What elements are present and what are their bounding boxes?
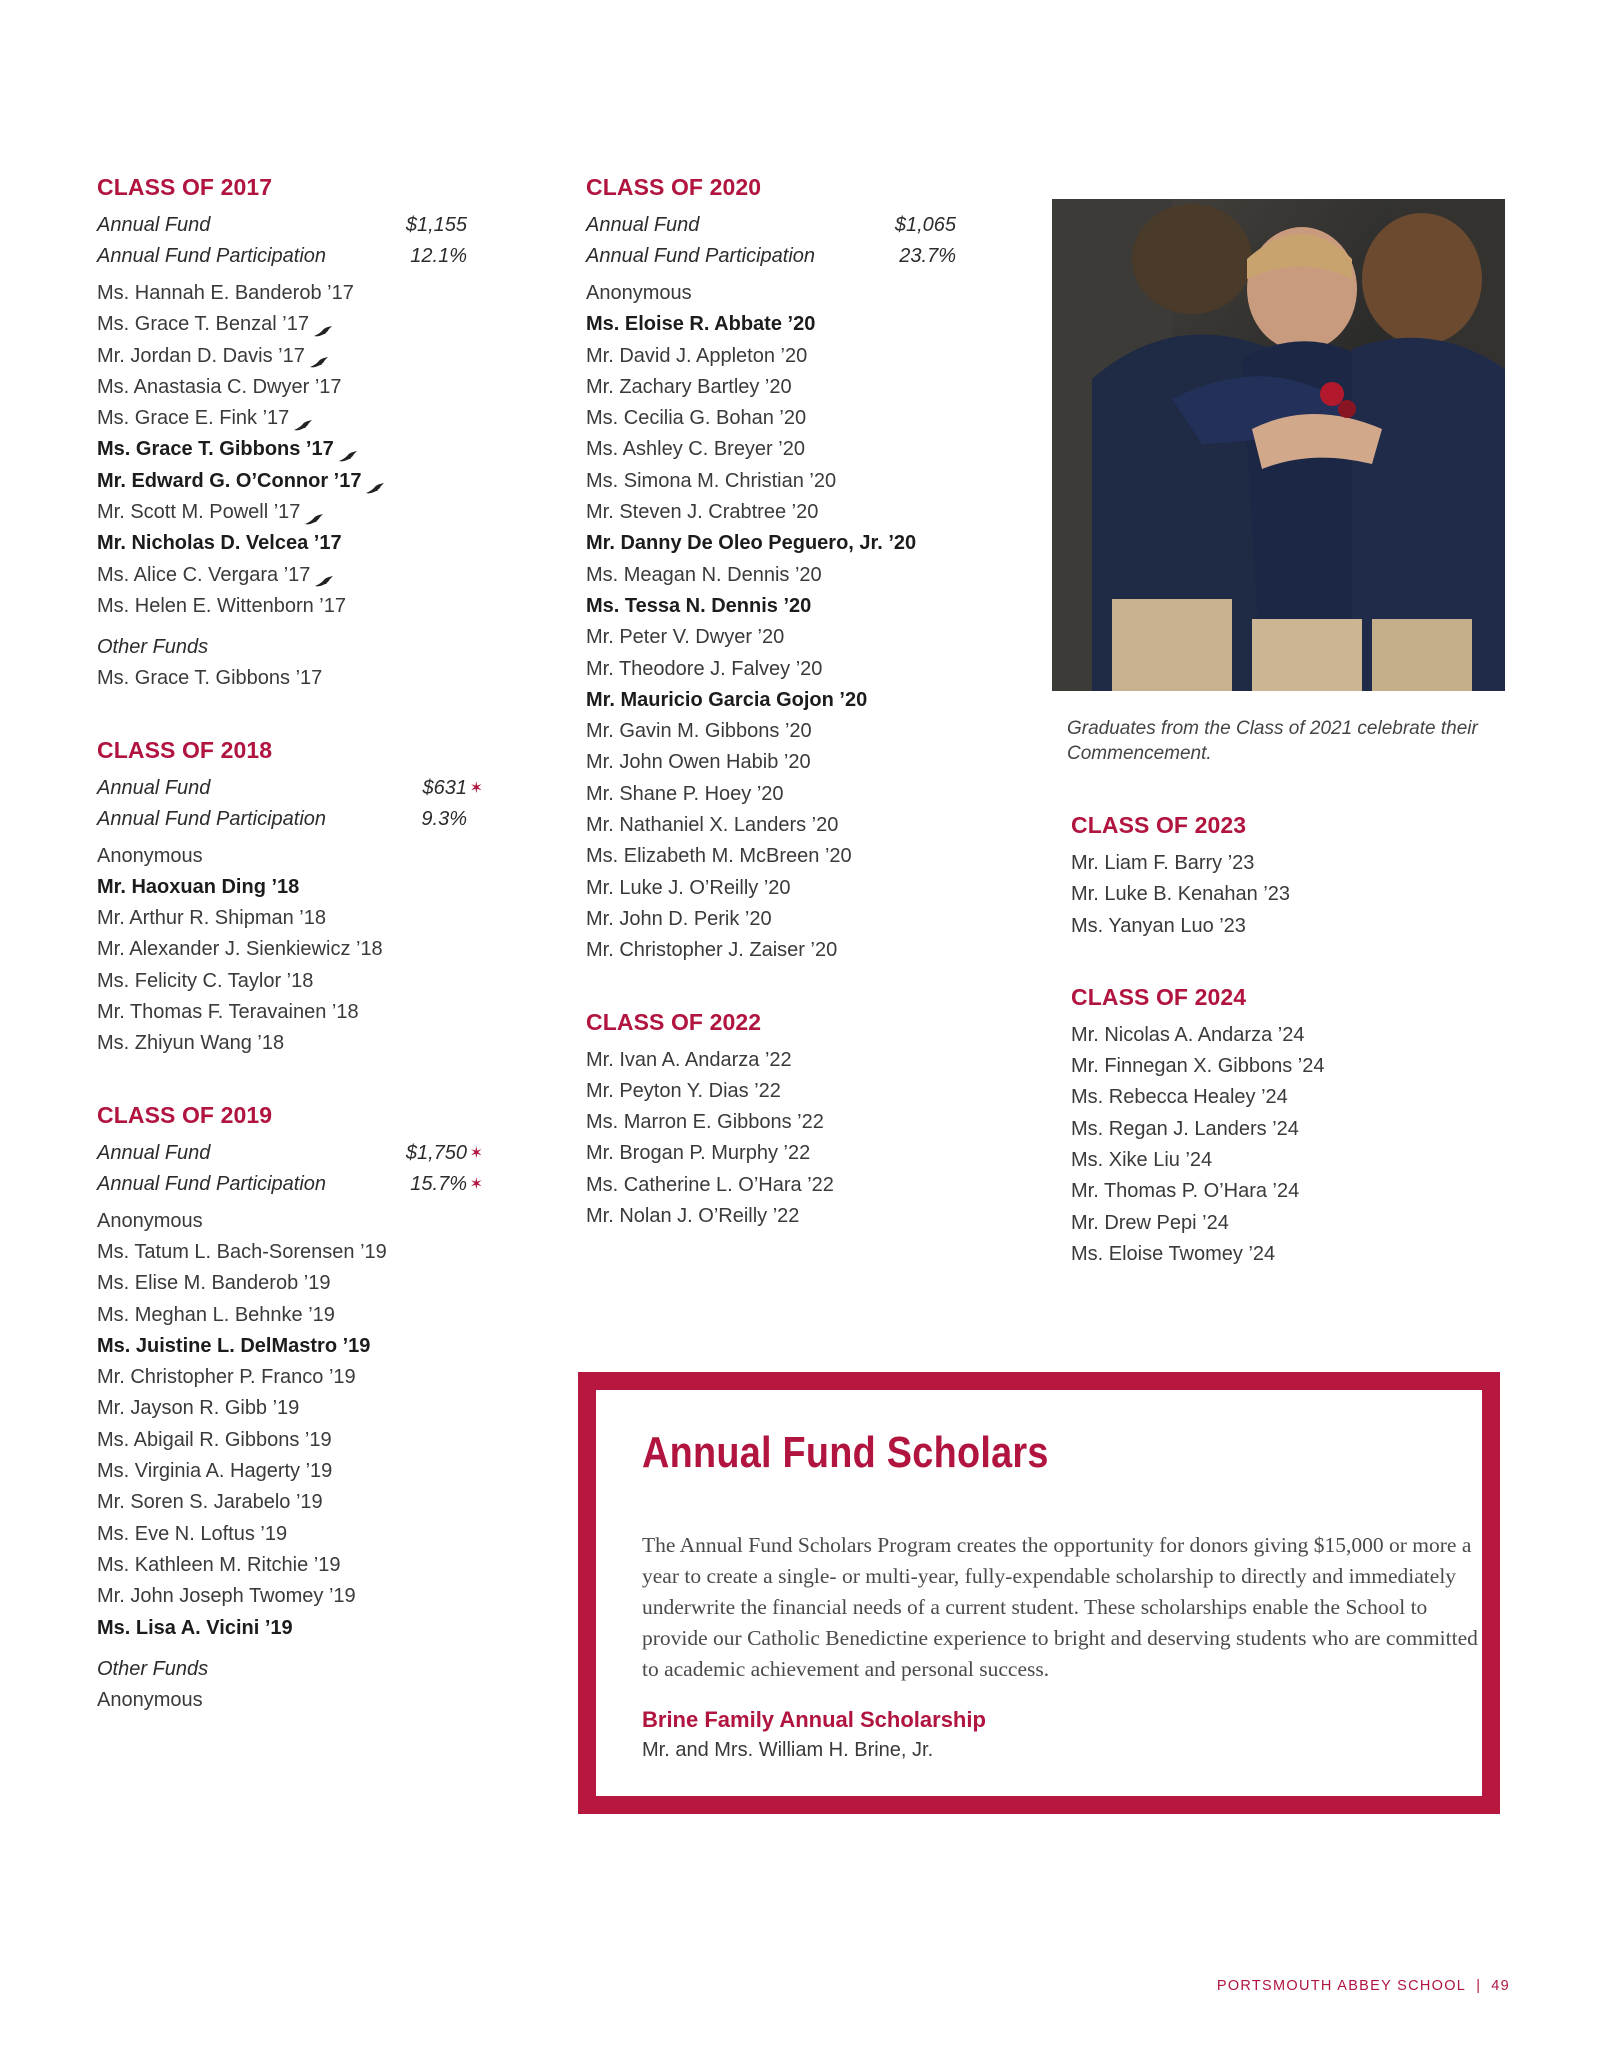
donor-name — [1071, 1020, 1491, 1051]
bird-icon — [314, 568, 334, 582]
donor-name: Anonymous — [97, 1688, 203, 1711]
donor-name — [586, 779, 956, 810]
bird-icon — [365, 475, 385, 489]
donor-name — [97, 903, 467, 934]
fund-summary — [97, 773, 483, 835]
donor-name-text: Ms. Elise M. Banderob ’19 — [97, 1272, 331, 1295]
class-heading: CLASS OF 2019 — [97, 1101, 273, 1128]
fund-summary — [586, 210, 956, 272]
fund-label: Annual Fund — [97, 1141, 211, 1164]
bird-icon — [338, 443, 358, 457]
other-funds-label: Other Funds — [97, 636, 209, 659]
donor-name — [586, 278, 956, 309]
donor-name-text: Mr. Finnegan X. Gibbons ’24 — [1071, 1055, 1325, 1078]
donor-name-text: Mr. Nathaniel X. Landers ’20 — [586, 814, 839, 837]
donor-name-text: Mr. Luke J. O’Reilly ’20 — [586, 876, 791, 899]
class-section — [97, 1100, 483, 1716]
fund-value-text: 9.3% — [421, 807, 467, 830]
donor-name-text: Mr. John Owen Habib ’20 — [586, 751, 811, 774]
donor-name-text: Mr. David J. Appleton ’20 — [586, 344, 808, 367]
photo-caption: Graduates from the Class of 2021 celebrate their Commencement. — [1067, 718, 1478, 764]
donor-name-text: Ms. Tatum L. Bach-Sorensen ’19 — [97, 1240, 387, 1263]
donor-name — [97, 466, 467, 497]
donor-name — [1071, 1176, 1491, 1207]
donor-name-text: Mr. Mauricio Garcia Gojon ’20 — [586, 688, 868, 711]
page-number: 49 — [1491, 1978, 1510, 1994]
donor-name — [1071, 1145, 1491, 1176]
donor-name-text: Anonymous — [97, 844, 203, 867]
donor-name-text: Ms. Grace T. Gibbons ’17 — [97, 438, 334, 461]
donor-name-text: Ms. Cecilia G. Bohan ’20 — [586, 407, 807, 430]
scholarship-name: Brine Family Annual Scholarship — [642, 1707, 986, 1732]
donor-name-text: Mr. Gavin M. Gibbons ’20 — [586, 720, 812, 743]
donor-name-text: Mr. Zachary Bartley ’20 — [586, 375, 792, 398]
class-heading: CLASS OF 2022 — [586, 1008, 762, 1035]
fund-value — [367, 1169, 483, 1200]
fund-value-text: $1,155 — [405, 214, 467, 236]
class-heading: CLASS OF 2024 — [1071, 983, 1247, 1010]
donor-name — [97, 1425, 467, 1456]
donor-name — [1071, 1114, 1491, 1145]
annual-fund-scholars-box — [578, 1372, 1500, 1814]
donor-name-text: Mr. Jayson R. Gibb ’19 — [97, 1397, 300, 1420]
participation-row — [97, 241, 467, 272]
annual-fund-row — [97, 773, 483, 804]
donor-name — [586, 716, 956, 747]
donor-name-text: Mr. Shane P. Hoey ’20 — [586, 782, 784, 805]
donor-name — [97, 1581, 467, 1612]
donor-name — [586, 685, 956, 716]
donor-name-text: Ms. Yanyan Luo ’23 — [1071, 914, 1246, 937]
donor-name-text: Mr. Arthur R. Shipman ’18 — [97, 907, 326, 930]
donor-name — [97, 872, 467, 903]
column-middle — [586, 172, 956, 1272]
column-right — [1071, 810, 1491, 1310]
class-heading: CLASS OF 2017 — [97, 174, 273, 200]
donor-name-text: Ms. Grace E. Fink ’17 — [97, 407, 290, 430]
fund-value-text: $1,065 — [894, 214, 956, 236]
donor-name — [97, 1519, 467, 1550]
fund-label: Annual Fund — [97, 214, 211, 236]
donor-name-text: Ms. Zhiyun Wang ’18 — [97, 1032, 285, 1055]
donor-name-text: Ms. Regan J. Landers ’24 — [1071, 1117, 1299, 1140]
donor-name — [1071, 911, 1491, 942]
donor-name — [97, 309, 467, 340]
participation-row — [586, 241, 956, 272]
donor-name — [97, 591, 467, 622]
donor-name — [97, 278, 467, 309]
donor-name — [586, 841, 956, 872]
fund-label: Annual Fund — [97, 776, 211, 799]
fund-value — [367, 773, 483, 804]
donor-name — [586, 810, 956, 841]
fund-value — [367, 804, 467, 835]
donor-name — [586, 904, 956, 935]
donor-name — [97, 1028, 467, 1059]
donor-name — [97, 434, 467, 465]
star-icon: ✶ — [469, 779, 483, 797]
donor-name-text: Ms. Xike Liu ’24 — [1071, 1149, 1213, 1172]
donor-name — [586, 591, 956, 622]
donor-name-text: Ms. Lisa A. Vicini ’19 — [97, 1616, 293, 1639]
fund-value — [856, 241, 956, 272]
star-icon: ✶ — [469, 1144, 483, 1162]
bird-icon — [304, 506, 324, 520]
donor-name-text: Ms. Grace T. Benzal ’17 — [97, 313, 309, 336]
donor-name-text: Ms. Simona M. Christian ’20 — [586, 469, 837, 492]
donor-name-text: Mr. Jordan D. Davis ’17 — [97, 344, 305, 367]
donor-name — [97, 934, 467, 965]
donor-name-text: Mr. Thomas P. O’Hara ’24 — [1071, 1180, 1300, 1203]
donor-name-text: Mr. Ivan A. Andarza ’22 — [586, 1048, 792, 1071]
scholars-title: Annual Fund Scholars — [642, 1428, 1049, 1477]
donor-name-text: Mr. John D. Perik ’20 — [586, 907, 772, 930]
donor-name-text: Mr. Steven J. Crabtree ’20 — [586, 501, 819, 524]
fund-value-text: 23.7% — [899, 245, 956, 267]
donor-name-text: Ms. Elizabeth M. McBreen ’20 — [586, 845, 852, 868]
donor-name-text: Anonymous — [586, 282, 692, 304]
donor-name-text: Mr. Brogan P. Murphy ’22 — [586, 1142, 811, 1165]
donor-name — [97, 1268, 467, 1299]
donor-name — [586, 1076, 956, 1107]
donor-name-text: Ms. Meghan L. Behnke ’19 — [97, 1303, 335, 1326]
fund-value — [367, 1138, 483, 1169]
donor-name — [586, 873, 956, 904]
donor-name — [586, 466, 956, 497]
donor-name-text: Ms. Eloise Twomey ’24 — [1071, 1242, 1276, 1265]
class-heading: CLASS OF 2020 — [586, 174, 762, 200]
fund-value — [367, 210, 467, 241]
donor-name-text: Ms. Anastasia C. Dwyer ’17 — [97, 375, 342, 398]
donor-name-text: Ms. Marron E. Gibbons ’22 — [586, 1111, 824, 1134]
donor-name-text: Ms. Kathleen M. Ritchie ’19 — [97, 1553, 341, 1576]
donor-name-text: Ms. Catherine L. O’Hara ’22 — [586, 1173, 834, 1196]
donor-name-text: Mr. Theodore J. Falvey ’20 — [586, 657, 823, 680]
donor-name — [1071, 1208, 1491, 1239]
donor-name-text: Mr. Drew Pepi ’24 — [1071, 1211, 1229, 1234]
donor-name — [97, 372, 467, 403]
donor-name-text: Mr. Nicholas D. Velcea ’17 — [97, 532, 342, 555]
donor-name-text: Mr. Danny De Oleo Peguero, Jr. ’20 — [586, 532, 917, 555]
donor-name — [97, 1487, 467, 1518]
donor-name — [586, 528, 956, 559]
class-section — [97, 735, 483, 1060]
fund-label: Annual Fund — [586, 214, 700, 236]
class-section — [97, 172, 467, 695]
donor-name — [586, 560, 956, 591]
donor-name-text: Mr. Peter V. Dwyer ’20 — [586, 626, 785, 649]
star-icon: ✶ — [469, 1175, 483, 1193]
fund-value-text: $631 — [422, 776, 467, 799]
class-section — [586, 172, 956, 967]
donor-name — [1071, 1239, 1491, 1270]
fund-value — [367, 241, 467, 272]
donor-name — [586, 1138, 956, 1169]
column-left — [97, 172, 483, 1756]
donor-name-text: Mr. Thomas F. Teravainen ’18 — [97, 1001, 359, 1024]
fund-label: Annual Fund Participation — [97, 1172, 327, 1195]
donor-name — [586, 341, 956, 372]
donor-name — [97, 841, 467, 872]
donor-name-text: Mr. Soren S. Jarabelo ’19 — [97, 1491, 323, 1514]
donor-name — [97, 966, 467, 997]
participation-row — [97, 1169, 483, 1200]
donor-name — [97, 1456, 467, 1487]
scholarship-donor: Mr. and Mrs. William H. Brine, Jr. — [642, 1739, 934, 1761]
bird-icon — [293, 412, 313, 426]
donor-name-text: Mr. Haoxuan Ding ’18 — [97, 875, 300, 898]
donor-name-text: Ms. Ashley C. Breyer ’20 — [586, 438, 805, 461]
fund-summary — [97, 210, 467, 272]
donor-name-text: Mr. Nolan J. O’Reilly ’22 — [586, 1205, 800, 1228]
class-section — [1071, 982, 1491, 1270]
school-name: PORTSMOUTH ABBEY SCHOOL — [1216, 1978, 1467, 1994]
donor-name — [586, 935, 956, 966]
fund-summary — [97, 1138, 483, 1200]
donor-name — [1071, 1051, 1491, 1082]
footer-separator: | — [1476, 1978, 1482, 1994]
donor-name — [1071, 848, 1491, 879]
donor-name — [586, 622, 956, 653]
donor-name-text: Ms. Abigail R. Gibbons ’19 — [97, 1428, 332, 1451]
donor-name-text: Ms. Eloise R. Abbate ’20 — [586, 313, 816, 336]
donor-name-text: Mr. Luke B. Kenahan ’23 — [1071, 883, 1291, 906]
donor-name-text: Mr. Christopher J. Zaiser ’20 — [586, 939, 838, 962]
donor-name — [97, 997, 467, 1028]
fund-label: Annual Fund Participation — [586, 245, 816, 267]
donor-name — [586, 1201, 956, 1232]
donor-name-text: Ms. Helen E. Wittenborn ’17 — [97, 594, 346, 617]
donor-name — [97, 497, 467, 528]
donor-name — [586, 747, 956, 778]
donor-name-text: Mr. Scott M. Powell ’17 — [97, 501, 301, 524]
donor-name — [586, 434, 956, 465]
participation-row — [97, 804, 467, 835]
donor-name — [97, 1550, 467, 1581]
other-funds-label: Other Funds — [97, 1657, 209, 1680]
fund-value — [856, 210, 956, 241]
scholars-description: The Annual Fund Scholars Program creates the opportunity for donors giving $15,000 or more a year to create a single- or multi-year, fully-expendable scholarship to directly and immediately underwrite the financial needs of a current student. These scholarships enable the School to provide our Catholic Benedictine experience to bright and deserving students who are committed to academic achievement and personal success. — [642, 1533, 1478, 1681]
donor-name: Ms. Grace T. Gibbons ’17 — [97, 667, 323, 690]
donor-name-text: Ms. Hannah E. Banderob ’17 — [97, 282, 354, 304]
donor-name — [97, 1393, 467, 1424]
donor-name-text: Mr. John Joseph Twomey ’19 — [97, 1585, 356, 1608]
donor-name — [586, 372, 956, 403]
bird-icon — [313, 318, 333, 332]
annual-fund-row — [97, 1138, 483, 1169]
donor-name-text: Mr. Alexander J. Sienkiewicz ’18 — [97, 938, 383, 961]
donor-name-text: Ms. Eve N. Loftus ’19 — [97, 1522, 288, 1545]
donor-name — [97, 1206, 467, 1237]
donor-name — [586, 1107, 956, 1138]
donor-name-text: Ms. Tessa N. Dennis ’20 — [586, 594, 812, 617]
fund-label: Annual Fund Participation — [97, 245, 327, 267]
fund-value-text: 12.1% — [410, 245, 467, 267]
class-section — [1071, 810, 1491, 942]
donor-name — [97, 1613, 467, 1644]
donor-name — [586, 1170, 956, 1201]
class-section — [586, 1007, 956, 1233]
donor-name — [97, 403, 467, 434]
donor-name — [97, 560, 467, 591]
donor-name-text: Ms. Felicity C. Taylor ’18 — [97, 969, 314, 992]
donor-name — [97, 1237, 467, 1268]
donor-name-text: Ms. Virginia A. Hagerty ’19 — [97, 1460, 333, 1483]
donor-name — [97, 1362, 467, 1393]
class-heading: CLASS OF 2018 — [97, 736, 273, 763]
donor-name — [97, 1300, 467, 1331]
donor-name-text: Anonymous — [97, 1209, 203, 1232]
donor-name-text: Mr. Peyton Y. Dias ’22 — [586, 1079, 781, 1102]
donor-name-text: Mr. Nicolas A. Andarza ’24 — [1071, 1023, 1305, 1046]
donor-name — [586, 654, 956, 685]
annual-fund-row — [97, 210, 467, 241]
donor-name — [97, 341, 467, 372]
donor-name — [586, 497, 956, 528]
donor-name-text: Ms. Meagan N. Dennis ’20 — [586, 563, 822, 586]
donor-name-text: Mr. Christopher P. Franco ’19 — [97, 1366, 356, 1389]
donor-name — [1071, 879, 1491, 910]
commencement-photo — [1052, 199, 1505, 691]
class-heading: CLASS OF 2023 — [1071, 812, 1247, 838]
annual-fund-row — [586, 210, 956, 241]
fund-label: Annual Fund Participation — [97, 807, 327, 830]
donor-name-text: Ms. Rebecca Healey ’24 — [1071, 1086, 1288, 1109]
donor-name — [97, 1331, 467, 1362]
donor-name — [586, 1045, 956, 1076]
fund-value-text: 15.7% — [410, 1172, 467, 1195]
donor-name-text: Mr. Liam F. Barry ’23 — [1071, 852, 1255, 874]
donor-name — [586, 403, 956, 434]
donor-name-text: Mr. Edward G. O’Connor ’17 — [97, 469, 362, 492]
donor-name — [1071, 1082, 1491, 1113]
donor-name — [97, 528, 467, 559]
donor-name-text: Ms. Alice C. Vergara ’17 — [97, 563, 311, 586]
donor-name-text: Ms. Juistine L. DelMastro ’19 — [97, 1334, 371, 1357]
page-footer — [1217, 1978, 1510, 1994]
bird-icon — [309, 349, 329, 363]
donor-name — [586, 309, 956, 340]
fund-value-text: $1,750 — [405, 1141, 467, 1164]
